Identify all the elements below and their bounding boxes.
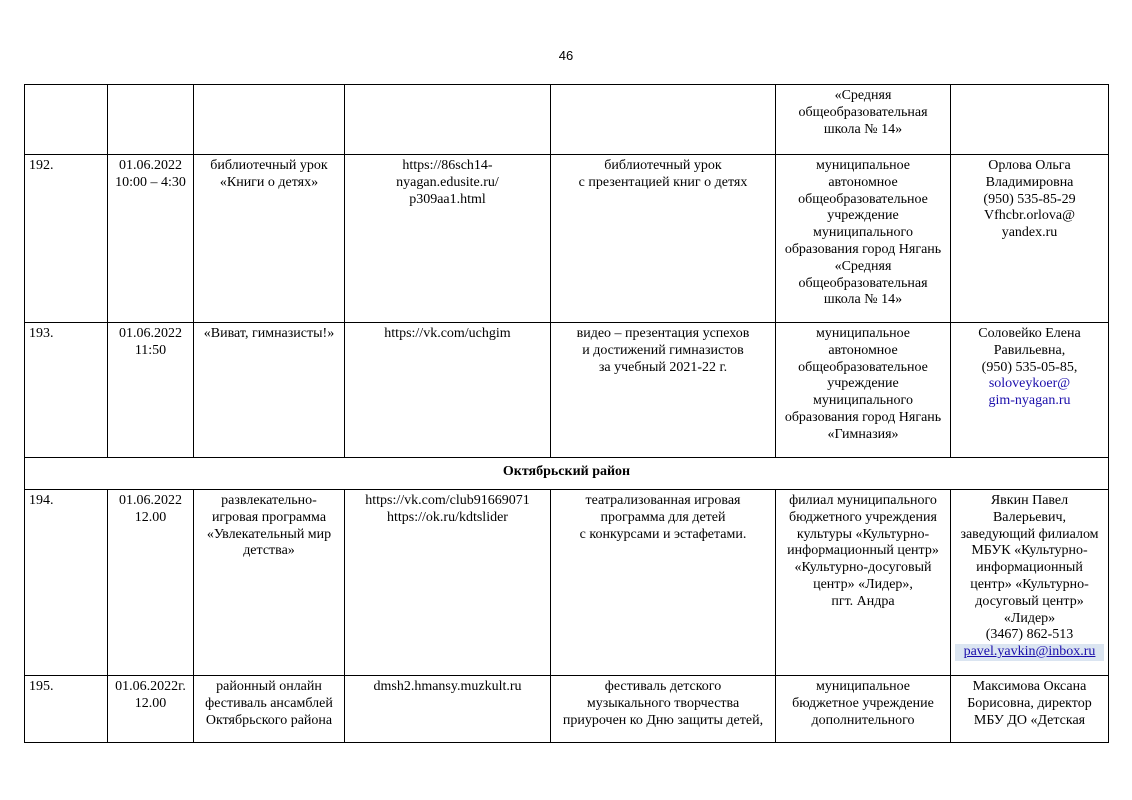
contact-email[interactable]: soloveykoer@ xyxy=(988,376,1071,392)
section-row xyxy=(25,458,1109,490)
organizer-line: школа № 14» xyxy=(823,292,903,308)
event-title xyxy=(194,323,345,458)
organizer-line: «Культурно-досуговый xyxy=(794,560,932,576)
event-title xyxy=(194,490,345,676)
organizer-line: муниципальное xyxy=(816,158,910,173)
organizer-line: образования город Нягань xyxy=(784,409,942,425)
event-description-line: за учебный 2021-22 г. xyxy=(598,359,728,375)
contact-person-line: МБУ ДО «Детская xyxy=(973,712,1086,728)
event-date xyxy=(108,323,194,458)
event-date xyxy=(108,155,194,323)
table-row xyxy=(25,85,1109,155)
contact-person-line: Борисовна, директор xyxy=(967,695,1092,711)
contact-person-line: (950) 535-05-85, xyxy=(981,359,1078,375)
event-date-line: 01.06.2022 xyxy=(119,158,182,173)
event-link-line: https://86sch14- xyxy=(402,158,493,173)
contact-person-line: центр» «Культурно- xyxy=(970,576,1089,592)
contact-person-line: «Лидер» xyxy=(1003,610,1056,626)
event-link-line: dmsh2.hmansy.muzkult.ru xyxy=(373,679,522,694)
contact-person-line: Равильевна, xyxy=(993,342,1066,358)
event-title xyxy=(194,155,345,323)
contact-person-line: yandex.ru xyxy=(1001,225,1058,241)
organizer xyxy=(776,490,951,676)
organizer-line: школа № 14» xyxy=(823,121,903,137)
organizer-line: муниципальное xyxy=(816,326,910,341)
organizer xyxy=(776,323,951,458)
event-title-line: библиотечный урок xyxy=(210,158,328,173)
contact-email[interactable]: gim-nyagan.ru xyxy=(988,393,1071,409)
organizer-line: учреждение xyxy=(827,376,899,392)
organizer-line: «Гимназия» xyxy=(827,426,899,442)
contact-person-line: информационный xyxy=(976,560,1083,576)
organizer-line: общеобразовательное xyxy=(798,191,928,207)
organizer-line: муниципальное xyxy=(816,679,910,694)
contact-person xyxy=(951,676,1109,743)
organizer-line: «Средняя xyxy=(834,258,892,274)
event-description-line: видео – презентация успехов xyxy=(576,326,750,341)
event-description-line: с презентацией книг о детях xyxy=(578,174,748,190)
contact-person-line: заведующий филиалом xyxy=(960,526,1099,542)
event-date-line: 12.00 xyxy=(134,509,167,525)
event-date-line: 10:00 – 4:30 xyxy=(115,174,186,190)
event-date-line: 12.00 xyxy=(134,695,167,711)
event-date-line: 11:50 xyxy=(134,342,167,358)
event-title-line: «Увлекательный мир xyxy=(206,526,332,542)
event-description xyxy=(551,490,776,676)
event-description xyxy=(551,155,776,323)
event-description xyxy=(551,85,776,155)
organizer-line: пгт. Андра xyxy=(831,593,895,609)
event-description-line: фестиваль детского xyxy=(604,679,722,694)
event-link xyxy=(345,490,551,676)
table-row xyxy=(25,676,1109,743)
table-row xyxy=(25,155,1109,323)
event-link-line: p309aa1.html xyxy=(409,191,486,207)
organizer-line: филиал муниципального xyxy=(789,493,937,508)
organizer-line: информационный центр» xyxy=(787,543,939,559)
organizer-line: бюджетное учреждение xyxy=(792,695,934,711)
contact-person-line: МБУК «Культурно- xyxy=(971,543,1088,559)
contact-email[interactable]: pavel.yavkin@inbox.ru xyxy=(955,644,1104,661)
contact-person-line: Соловейко Елена xyxy=(978,326,1081,341)
event-title xyxy=(194,676,345,743)
event-link-line: https://vk.com/club91669071 xyxy=(365,493,530,508)
event-date-line: 01.06.2022 xyxy=(119,326,182,341)
contact-person-line: Орлова Ольга xyxy=(988,158,1071,173)
event-link-line: nyagan.edusite.ru/ xyxy=(396,174,499,190)
event-description-line: и достижений гимназистов xyxy=(582,342,744,358)
event-title-line: фестиваль ансамблей xyxy=(205,695,333,711)
section-title: Октябрьский район xyxy=(25,458,1109,490)
contact-person xyxy=(951,323,1109,458)
page-number: 46 xyxy=(558,48,574,63)
contact-person-line: Vfhcbr.orlova@ xyxy=(983,208,1076,224)
organizer-line: муниципального xyxy=(813,225,913,241)
event-title-line: развлекательно- xyxy=(221,493,317,508)
event-description-line: библиотечный урок xyxy=(604,158,722,173)
event-date-line: 01.06.2022 xyxy=(119,493,182,508)
events-table xyxy=(24,84,1109,743)
contact-person-line: Явкин Павел xyxy=(990,493,1069,508)
organizer-line: дополнительного xyxy=(811,712,915,728)
event-title xyxy=(194,85,345,155)
organizer-line: общеобразовательная xyxy=(798,275,928,291)
organizer-line: «Средняя xyxy=(834,88,892,103)
event-link xyxy=(345,676,551,743)
row-number: 192. xyxy=(25,155,108,323)
event-title-line: игровая программа xyxy=(211,509,327,525)
contact-person-line: Максимова Оксана xyxy=(972,679,1087,694)
row-number: 194. xyxy=(25,490,108,676)
event-date xyxy=(108,85,194,155)
event-description-line: приурочен ко Дню защиты детей, xyxy=(562,712,764,728)
contact-person-line: (3467) 862-513 xyxy=(985,627,1074,643)
organizer-line: бюджетного учреждения xyxy=(789,509,937,525)
event-description xyxy=(551,323,776,458)
event-date-line: 01.06.2022г. xyxy=(115,679,186,694)
event-link-line: https://ok.ru/kdtslider xyxy=(387,509,508,525)
event-description xyxy=(551,676,776,743)
table-row xyxy=(25,490,1109,676)
organizer-line: образования город Нягань xyxy=(784,241,942,257)
contact-person xyxy=(951,85,1109,155)
contact-person xyxy=(951,155,1109,323)
organizer-line: центр» «Лидер», xyxy=(813,576,913,592)
event-date xyxy=(108,490,194,676)
contact-person-line: Владимировна xyxy=(985,174,1074,190)
organizer-line: автономное xyxy=(828,342,898,358)
organizer-line: учреждение xyxy=(827,208,899,224)
event-title-line: Октябрьского района xyxy=(205,712,333,728)
event-link xyxy=(345,323,551,458)
event-description-line: музыкального творчества xyxy=(586,695,740,711)
organizer-line: культуры «Культурно- xyxy=(796,526,930,542)
organizer xyxy=(776,676,951,743)
event-title-line: «Виват, гимназисты!» xyxy=(203,326,335,341)
contact-person xyxy=(951,490,1109,676)
event-description-line: программа для детей xyxy=(600,509,726,525)
organizer-line: муниципального xyxy=(813,393,913,409)
event-title-line: «Книги о детях» xyxy=(219,174,319,190)
contact-person-line: Валерьевич, xyxy=(992,509,1067,525)
event-title-line: детства» xyxy=(243,543,295,559)
event-description-line: с конкурсами и эстафетами. xyxy=(579,526,747,542)
organizer xyxy=(776,85,951,155)
organizer-line: автономное xyxy=(828,174,898,190)
row-number: 195. xyxy=(25,676,108,743)
event-link-line: https://vk.com/uchgim xyxy=(384,326,511,341)
contact-person-line: (950) 535-85-29 xyxy=(983,191,1076,207)
row-number: 193. xyxy=(25,323,108,458)
row-number xyxy=(25,85,108,155)
organizer-line: общеобразовательная xyxy=(798,104,928,120)
contact-person-line: досуговый центр» xyxy=(975,593,1084,609)
organizer xyxy=(776,155,951,323)
table-row xyxy=(25,323,1109,458)
event-description-line: театрализованная игровая xyxy=(585,493,741,508)
organizer-line: общеобразовательное xyxy=(798,359,928,375)
event-link xyxy=(345,85,551,155)
event-title-line: районный онлайн xyxy=(216,679,322,694)
event-link xyxy=(345,155,551,323)
event-date xyxy=(108,676,194,743)
